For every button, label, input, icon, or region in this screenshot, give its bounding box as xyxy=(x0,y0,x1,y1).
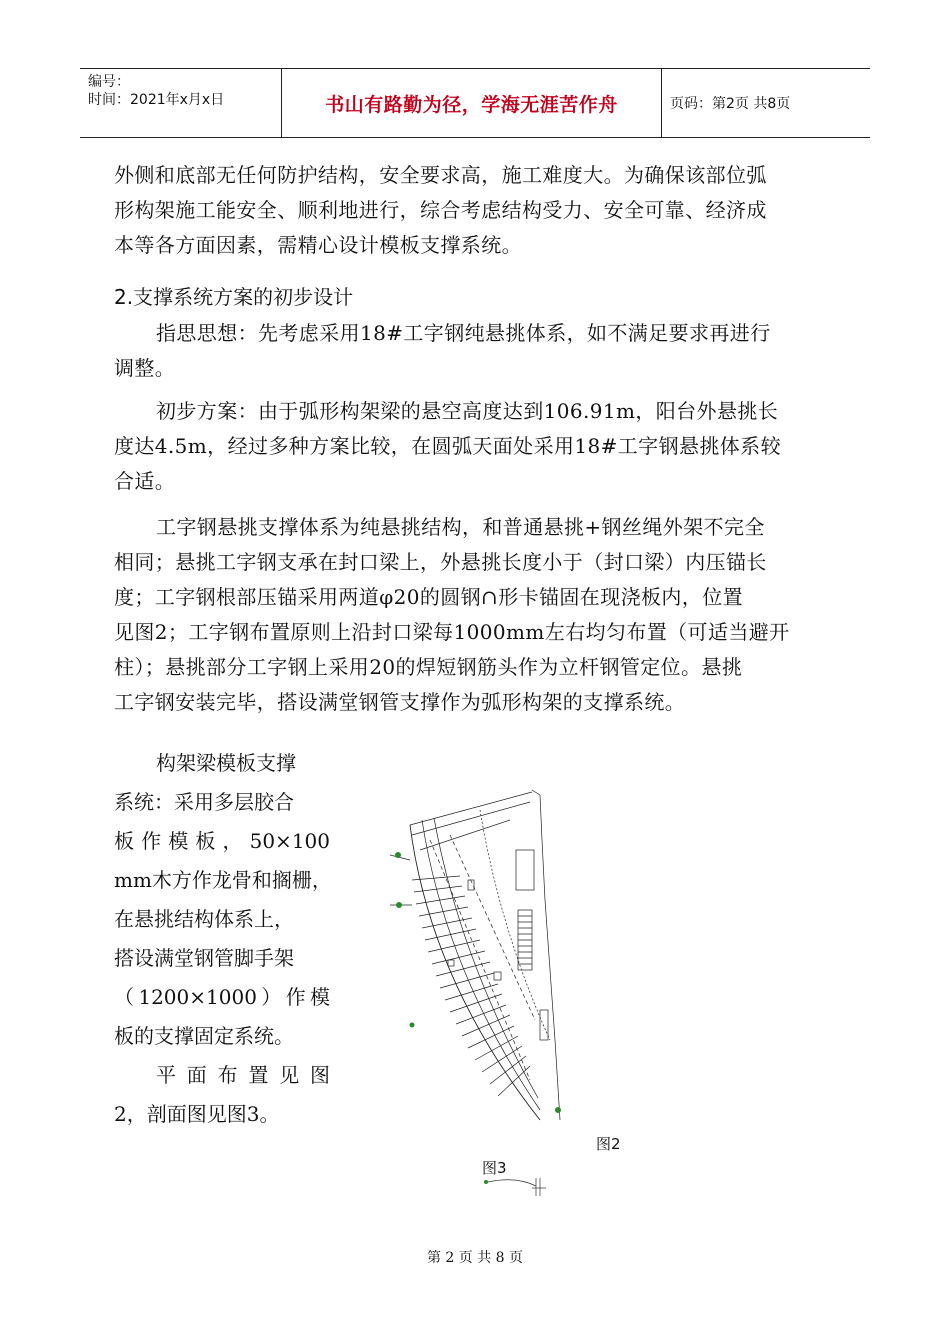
text-line: 板作模板，50×100 xyxy=(114,829,330,853)
paragraph-1 xyxy=(114,158,840,263)
figure-2-caption: 图2 xyxy=(596,1135,621,1153)
text-line: 见图2；工字钢布置原则上沿封口梁每1000mm左右均匀布置（可适当避开 xyxy=(114,620,790,644)
header-page-cell xyxy=(662,69,870,137)
text-line: 初步方案：由于弧形构架梁的悬空高度达到106.91m，阳台外悬挑长 xyxy=(156,399,779,423)
page-header xyxy=(80,68,870,138)
paragraph-4 xyxy=(114,510,840,720)
paragraph-2 xyxy=(114,316,840,386)
text-line: 合适。 xyxy=(114,469,176,493)
text-line: 工字钢悬挑支撑体系为纯悬挑结构，和普通悬挑+钢丝绳外架不完全 xyxy=(156,515,765,539)
figure-2-plan-drawing xyxy=(390,780,590,1130)
text-line: 在悬挑结构体系上， xyxy=(114,907,294,931)
text-line: 度达4.5m，经过多种方案比较，在圆弧天面处采用18#工字钢悬挑体系较 xyxy=(114,434,781,458)
header-motto-cell xyxy=(282,69,662,137)
text-line: 外侧和底部无任何防护结构，安全要求高，施工难度大。为确保该部位弧 xyxy=(114,163,767,187)
text-line: 相同；悬挑工字钢支承在封口梁上，外悬挑长度小于（封口梁）内压锚长 xyxy=(114,550,767,574)
text-line: （1200×1000）作模 xyxy=(114,985,330,1009)
text-line: 形构架施工能安全、顺利地进行，综合考虑结构受力、安全可靠、经济成 xyxy=(114,198,767,222)
text-line: 本等各方面因素，需精心设计模板支撑系统。 xyxy=(114,233,522,257)
paragraph-3 xyxy=(114,394,840,499)
figure-3-caption: 图3 xyxy=(482,1159,507,1177)
page-footer: 第 2 页 共 8 页 xyxy=(426,1250,524,1266)
text-line: 度；工字钢根部压锚采用两道φ20的圆钢∩形卡锚固在现浇板内，位置 xyxy=(114,585,744,609)
figure-3-section-drawing xyxy=(476,1174,556,1214)
section-heading: 2.支撑系统方案的初步设计 xyxy=(114,285,354,309)
header-page-label: 页码：第2页 共8页 xyxy=(670,96,791,112)
doc-time-label: 时间：2021年x月x日 xyxy=(88,92,225,108)
text-line: mm木方作龙骨和搁栅， xyxy=(114,868,332,892)
text-line: 调整。 xyxy=(114,356,176,380)
text-line: 构架梁模板支撑 xyxy=(156,751,296,775)
text-line: 工字钢安装完毕，搭设满堂钢管支撑作为弧形构架的支撑系统。 xyxy=(114,690,686,714)
text-line: 柱）；悬挑部分工字钢上采用20的焊短钢筋头作为立杆钢管定位。悬挑 xyxy=(114,655,743,679)
text-line: 系统：采用多层胶合 xyxy=(114,790,294,814)
header-meta xyxy=(80,69,282,137)
text-line: 2，剖面图见图3。 xyxy=(114,1102,280,1126)
header-motto: 书山有路勤为径，学海无涯苦作舟 xyxy=(325,93,618,116)
doc-number-label: 编号： xyxy=(88,74,130,90)
text-line: 平面布置见图 xyxy=(156,1063,330,1087)
text-line: 搭设满堂钢管脚手架 xyxy=(114,946,294,970)
text-line: 指思思想：先考虑采用18#工字钢纯悬挑体系，如不满足要求再进行 xyxy=(156,321,771,345)
side-text-column xyxy=(114,744,330,1134)
text-line: 板的支撑固定系统。 xyxy=(114,1024,294,1048)
